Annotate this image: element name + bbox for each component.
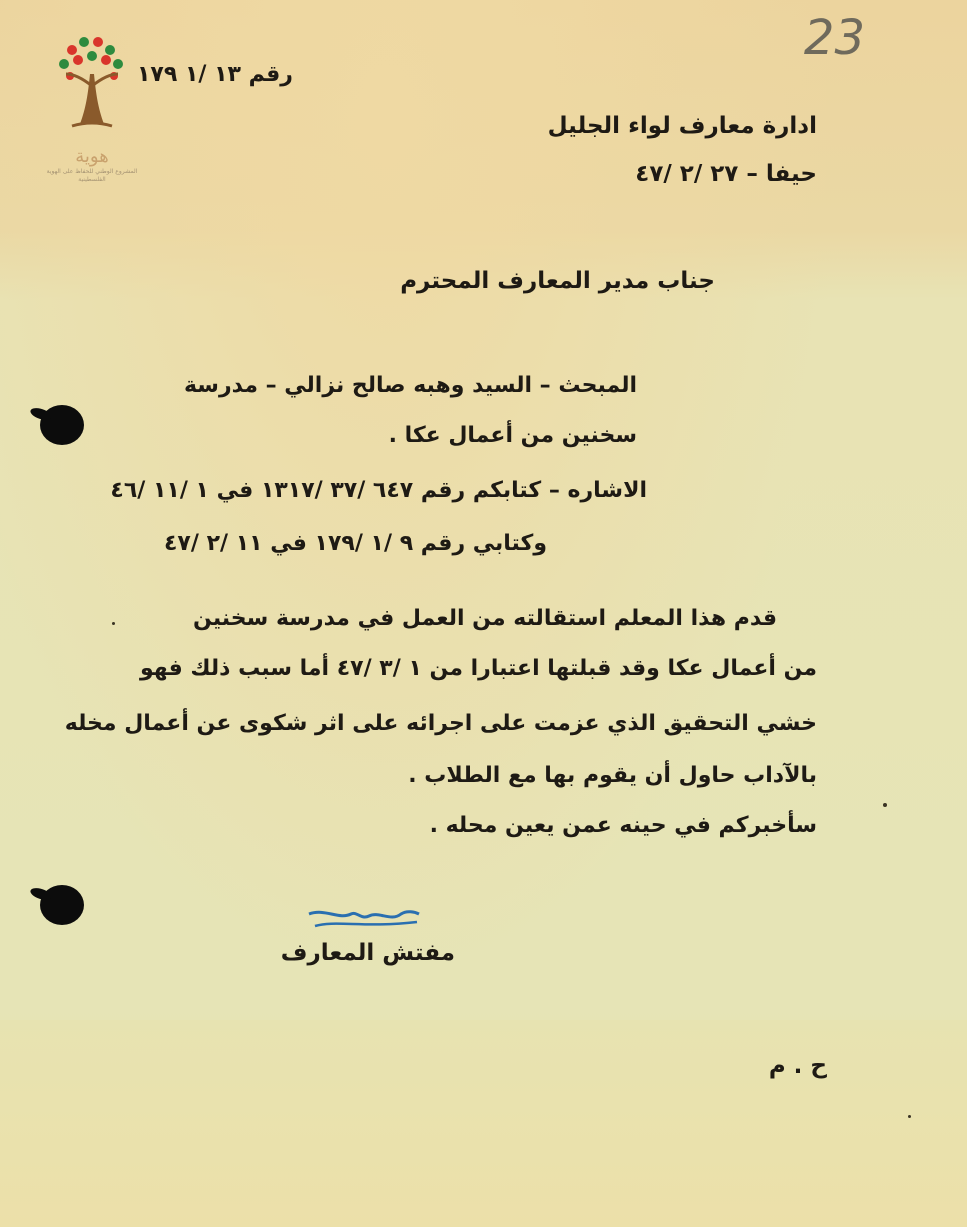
body-line: بالآداب حاول أن يقوم بها مع الطلاب .	[408, 763, 817, 788]
paper-speck	[883, 803, 887, 807]
department-name: ادارة معارف لواء الجليل	[547, 113, 817, 139]
logo-caption: المشروع الوطني للحفاظ على الهوية الفلسطينية	[46, 168, 138, 183]
signature-mark	[305, 906, 423, 932]
body-line: سأخبركم في حينه عمن يعين محله .	[429, 813, 817, 838]
paper-speck	[112, 622, 115, 625]
page-number: 23	[803, 10, 865, 66]
reference-line-2: وكتابي رقم ٩ /١ /١٧٩ في ١١ /٢ /٤٧	[164, 531, 547, 556]
logo-name: هوية	[75, 146, 109, 167]
tree-icon	[59, 37, 123, 126]
paper-lower-band	[0, 1020, 967, 1227]
reference-line-1: الاشاره – كتابكم رقم ٦٤٧ /٣٧ /١٣١٧ في ١ /١١ /٤٦	[110, 478, 647, 503]
hawiya-logo-icon	[52, 34, 132, 184]
signature-title: مفتش المعارف	[280, 940, 455, 966]
reference-number: رقم ١٣ /١ ١٧٩	[137, 62, 293, 87]
body-line: خشي التحقيق الذي عزمت على اجرائه على اثر شكوى عن أعمال مخله	[64, 711, 817, 736]
subject-line-1: المبحث – السيد وهبه صالح نزالي – مدرسة	[183, 373, 637, 398]
initials: ح . م	[768, 1053, 827, 1079]
place-date: حيفا – ٢٧ /٢ /٤٧	[635, 161, 817, 187]
punch-hole	[40, 885, 84, 925]
body-line: من أعمال عكا وقد قبلتها اعتبارا من ١ /٣ /٤٧ أما سبب ذلك فهو	[140, 656, 817, 681]
body-line: قدم هذا المعلم استقالته من العمل في مدرسة سخنين	[193, 606, 777, 631]
punch-hole	[40, 405, 84, 445]
paper-speck	[908, 1115, 911, 1118]
addressee: جناب مدير المعارف المحترم	[400, 268, 715, 294]
subject-line-2: سخنين من أعمال عكا .	[388, 423, 637, 448]
